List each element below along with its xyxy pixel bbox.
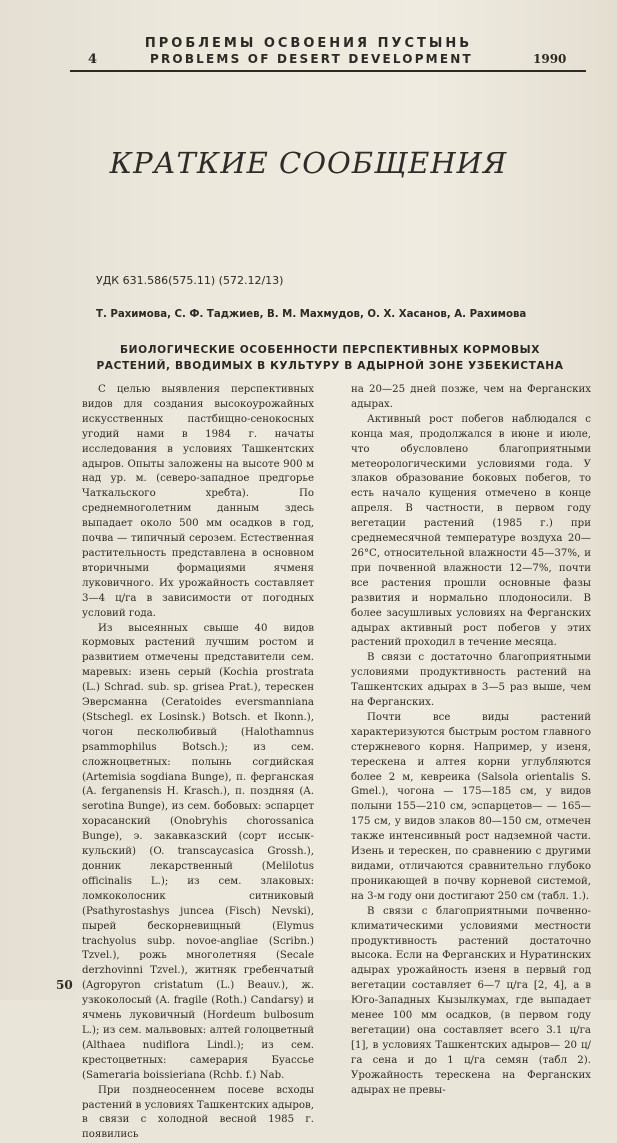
udk-code: УДК 631.586(575.11) (572.12/13): [96, 274, 284, 287]
article-title-line-1: БИОЛОГИЧЕСКИЕ ОСОБЕННОСТИ ПЕРСПЕКТИВНЫХ КОРМОВЫХ: [119, 344, 541, 356]
issue-number: 4: [88, 52, 98, 67]
article-title-line-2: РАСТЕНИЙ, ВВОДИМЫХ В КУЛЬТУРУ В АДЫРНОЙ ЗОНЕ УЗБЕКИСТАНА: [96, 360, 564, 372]
paragraph: В связи с достаточно благоприятными условиями продуктивность растений на Ташкентских адырах в 3—5 раз выше, чем на Ферганских.: [351, 652, 591, 709]
section-title: КРАТКИЕ СООБЩЕНИЯ: [109, 146, 508, 180]
paragraph: Активный рост побегов наблюдался с конца мая, продолжался в июне и июле, что обусловлено благоприятными метеорологическими условиями года. У злаков образование боковых побегов, то есть начало кущения отмечено в конце апреля. В частности, в первом году вегетации растений (1985 г.) при среднемесячной температуре воздуха 20—26°С, относительной влажности 45—37%, и при почвенной влажности 12—7%, почти все растения прошли основные фазы развития и нормально плодоносили. В более засушливых условиях на Ферганских адырах активный рост побегов у этих растений проходил в течение месяца.: [351, 413, 591, 649]
paragraph: на 20—25 дней позже, чем на Ферганских адырах.: [351, 384, 591, 410]
journal-title-english: PROBLEMS OF DESERT DEVELOPMENT: [150, 52, 473, 66]
journal-title-russian: ПРОБЛЕМЫ ОСВОЕНИЯ ПУСТЫНЬ: [144, 36, 473, 51]
paragraph: Из высеянных свыше 40 видов кормовых растений лучшим ростом и развитием отмечены представители сем. маревых: изень серый (Kochia prostrata (L.) Schrad. sub. sp. grisea Prat.), терескен Эверсманна (Ceratoides eversmanniana (Stschegl. ex Losinsk.) Botsch. et Ikonn.), чогон песколюбивый (Halothamnus psammophilus Botsch.); из сем. сложноцветных: полынь согдийская (Artemisia sogdiana Bunge), п. ферганская (A. ferganensis H. Krasch.), п. поздняя (A. serotina Bunge), из сем. бобовых: эспарцет хорасанский (Onobryhis chorossanica Bunge), э. закавказский (сорт иссык-кульский) (O. transcaycasica Grossh.), донник лекарственный (Melilotus officinalis L.); из сем. злаковых: ломкоколосник ситниковый (Psathyrostashys juncea (Fisch) Nevski), пырей бескорневищный (Elymus trachyolus subp. novoe-angliae (Scribn.) Tzvel.), рожь многолетняя (Secale derzhovinni Tzvel.), житняк гребенчатый (Agropyron cristatum (L.) Beauv.), ж. узкоколосый (A. fragile (Roth.) Candarsy) и ячмень луковичный (Hordeum bulbosum L.); из сем. мальвовых: алтей голоцветный (Althaea nudiflora Lindl.); из сем. крестоцветных: самерария Буассье (Sameraria boissieriana (Rchb. f.) Nab.: [82, 622, 314, 1081]
paragraph: Почти все виды растений характеризуются быстрым ростом главного стержневого корня. Например, у изеня, терескена и алтея корни углубляются более 2 м, кевреика (Salsola orientalis S. Gmel.), чогона — 175—185 см, у видов полыни 155—210 см, эспарцетов— — 165—175 см, у видов злаков 80—150 см, отмечен также интенсивный рост надземной части. Изень и терескен, по сравнению с другими видами, отличаются сравнительно глубоко проникающей в почву корневой системой, на 3-м году они достигают 250 см (табл. 1.).: [351, 711, 591, 902]
left-column: [82, 383, 314, 1143]
paragraph: В связи с благоприятными почвенно-климатическими условиями местности продуктивность растений достаточно высока. Если на Ферганских и Нуратинских адырах урожайность изеня в первый год вегетации составляет 6—7 ц/га [2, 4], а в Юго-Западных Кызылкумах, где выпадает менее 100 мм осадков, (в первом году вегетации) она составляет всего 3.1 ц/га [1], в условиях Ташкентских адыров— 20 ц/га сена и до 1 ц/га семян (табл 2). Урожайность терескена на Ферганских адырах не превы-: [351, 905, 591, 1096]
header-divider: [70, 70, 586, 72]
publication-year: 1990: [533, 52, 567, 66]
paragraph: С целью выявления перспективных видов для создания высокоурожайных искусственных пастбищно-сенокосных угодий нами в 1984 г. начаты исследования в условиях Ташкентских адыров. Опыты заложены на высоте 900 м над ур. м. (северо-западное предгорье Чаткальского хребта). По среднемноголетним данным здесь выпадает около 500 мм осадков в год, почва — типичный серозем. Естественная растительность представлена в основном вторичными формациями ячменя луковичного. Их урожайность составляет 3—4 ц/га в зависимости от погодных условий года.: [82, 384, 314, 619]
article-title: [60, 342, 600, 374]
authors-line: Т. Рахимова, С. Ф. Таджиев, В. М. Махмудов, О. Х. Хасанов, А. Рахимова: [96, 309, 527, 320]
paragraph: При позднеосеннем посеве всходы растений в условиях Ташкентских адыров, в связи с холодной весной 1985 г. появились: [82, 1084, 314, 1141]
right-column: [351, 383, 591, 1099]
page-number: 50: [56, 978, 73, 992]
